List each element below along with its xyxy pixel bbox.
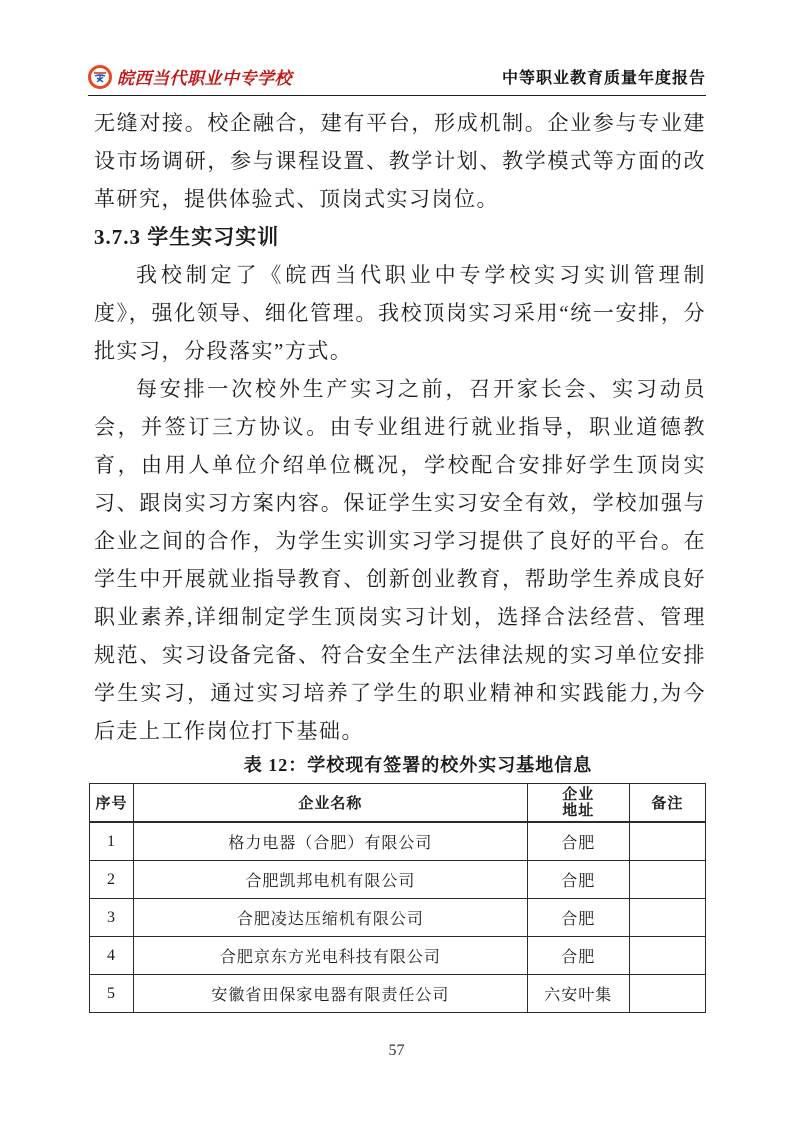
cell-remark xyxy=(629,975,705,1013)
table-row xyxy=(90,975,706,1013)
cell-seq: 4 xyxy=(90,937,134,975)
report-title: 中等职业教育质量年度报告 xyxy=(501,70,706,87)
header-cell-company: 企业名称 xyxy=(134,784,528,823)
header-cell-remark: 备注 xyxy=(629,784,705,823)
table-row xyxy=(90,861,706,899)
cell-company: 合肥凌达压缩机有限公司 xyxy=(134,899,528,937)
table-row xyxy=(90,899,706,937)
header-brand xyxy=(88,64,292,89)
cell-seq: 2 xyxy=(90,861,134,899)
school-logo-icon xyxy=(88,65,112,89)
cell-seq: 3 xyxy=(90,899,134,937)
cell-remark xyxy=(629,822,705,861)
page-content xyxy=(94,104,706,1013)
cell-company: 格力电器（合肥）有限公司 xyxy=(134,822,528,861)
cell-remark xyxy=(629,861,705,899)
header-cell-address: 企业地址 xyxy=(527,784,629,823)
cell-seq: 5 xyxy=(90,975,134,1013)
internship-base-table xyxy=(89,783,706,1013)
cell-address: 合肥 xyxy=(527,861,629,899)
table-row xyxy=(90,937,706,975)
page-number: 57 xyxy=(388,1042,405,1059)
table-header-row xyxy=(90,784,706,823)
section-heading-3-7-3: 3.7.3 学生实习实训 xyxy=(94,225,280,249)
cell-remark xyxy=(629,899,705,937)
cell-address: 合肥 xyxy=(527,822,629,861)
cell-address: 合肥 xyxy=(527,937,629,975)
cell-company: 合肥凯邦电机有限公司 xyxy=(134,861,528,899)
paragraph-1: 无缝对接。校企融合，建有平台，形成机制。企业参与专业建设市场调研，参与课程设置、教学计划、教学模式等方面的改革研究，提供体验式、顶岗式实习岗位。 xyxy=(94,111,706,211)
cell-remark xyxy=(629,937,705,975)
cell-address: 合肥 xyxy=(527,899,629,937)
paragraph-3: 每安排一次校外生产实习之前，召开家长会、实习动员会，并签订三方协议。由专业组进行就业指导，职业道德教育，由用人单位介绍单位概况，学校配合安排好学生顶岗实习、跟岗实习方案内容。保证学生实习安全有效，学校加强与企业之间的合作，为学生实训实习学习提供了良好的平台。在学生中开展就业指导教育、创新创业教育，帮助学生养成良好职业素养,详细制定学生顶岗实习计划，选择合法经营、管理规范、实习设备完备、符合安全生产法律法规的实习单位安排学生实习，通过实习培养了学生的职业精神和实践能力,为今后走上工作岗位打下基础。 xyxy=(94,377,706,743)
page-header xyxy=(88,58,706,96)
cell-company: 合肥京东方光电科技有限公司 xyxy=(134,937,528,975)
page-footer xyxy=(0,1042,793,1060)
school-name: 皖西当代职业中专学校 xyxy=(117,69,292,88)
cell-seq: 1 xyxy=(90,822,134,861)
school-logo-glyph xyxy=(92,70,108,84)
table-caption: 表 12：学校现有签署的校外实习基地信息 xyxy=(243,755,593,775)
paragraph-2: 我校制定了《皖西当代职业中专学校实习实训管理制度》，强化领导、细化管理。我校顶岗实习采用“统一安排，分批实习，分段落实”方式。 xyxy=(94,263,706,363)
table-row xyxy=(90,822,706,861)
cell-company: 安徽省田保家电器有限责任公司 xyxy=(134,975,528,1013)
cell-address: 六安叶集 xyxy=(527,975,629,1013)
header-cell-seq: 序号 xyxy=(90,784,134,823)
